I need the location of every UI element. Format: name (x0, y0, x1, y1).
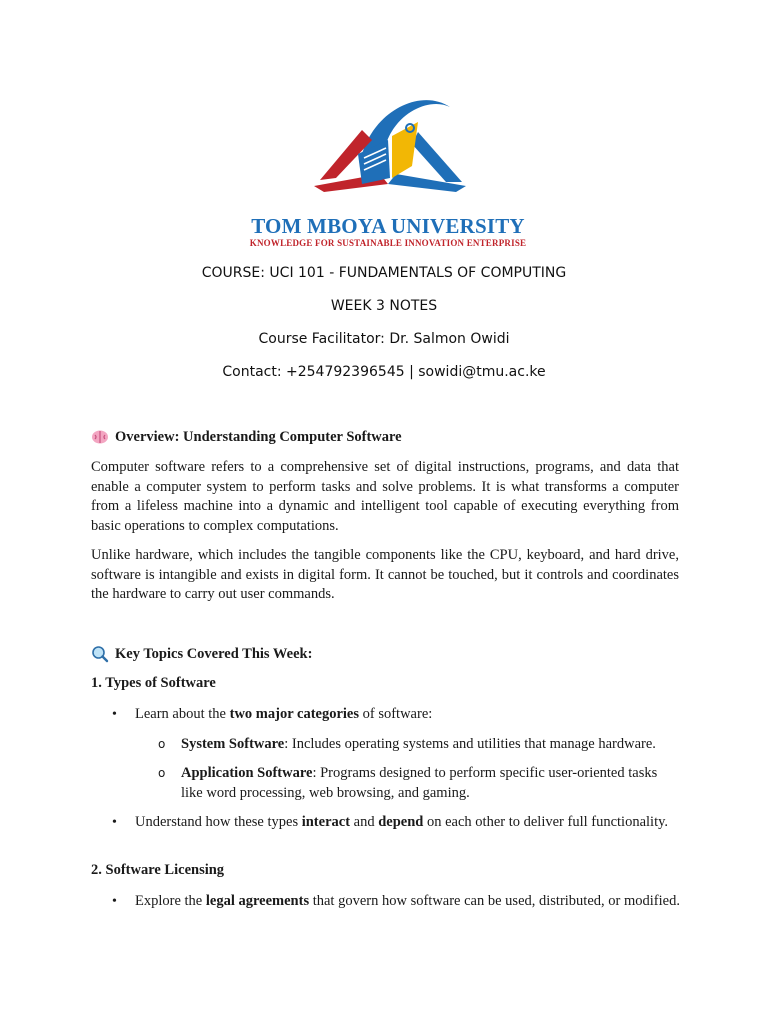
magnifier-icon (91, 645, 109, 663)
list-item: • Understand how these types interact and depend on each other to deliver full functionality. (112, 813, 682, 833)
sub-list-item-system-software: o System Software: Includes operating systems and utilities that manage hardware. (158, 735, 682, 755)
sub-list-item-application-software: o Application Software: Programs designed to perform specific user-oriented tasks like word processing, web browsing, and gaming. (158, 765, 658, 801)
list-item: • Explore the legal agreements that govern how software can be used, distributed, or modified. (112, 892, 682, 912)
list-item: • Learn about the two major categories of software: (112, 705, 682, 725)
overview-paragraph-2: Unlike hardware, which includes the tangible components like the CPU, keyboard, and hard drive, software is intangible and exists in digital form. It cannot be touched, but it controls and coordinates the hardware to carry out user commands. (91, 547, 679, 602)
overview-title: Overview: Understanding Computer Software (115, 428, 402, 445)
contact-line: Contact: +254792396545 | sowidi@tmu.ac.ke (222, 364, 546, 380)
facilitator-line: Course Facilitator: Dr. Salmon Owidi (258, 331, 510, 347)
bullet-dot: • (112, 815, 117, 830)
university-logo (300, 92, 480, 212)
key-topics-heading (91, 645, 312, 663)
software-licensing-heading: 2. Software Licensing (91, 862, 225, 878)
university-name: TOM MBOYA UNIVERSITY (251, 214, 525, 238)
overview-heading (91, 428, 402, 446)
brain-icon (91, 428, 109, 446)
university-tagline: KNOWLEDGE FOR SUSTAINABLE INNOVATION ENTERPRISE (249, 238, 527, 248)
bullet-dot: • (112, 894, 117, 909)
types-of-software-heading: 1. Types of Software (91, 675, 216, 691)
key-topics-title: Key Topics Covered This Week: (115, 645, 313, 662)
overview-paragraph-1: Computer software refers to a comprehensive set of digital instructions, programs, and data that enable a computer system to perform tasks and solve problems. It is what transforms a computer from a lifeless machine into a dynamic and intelligent tool capable of executing everything from basic operations to complex computations. (91, 459, 679, 534)
bullet-circle: o (158, 766, 166, 780)
bullet-circle: o (158, 737, 166, 751)
bullet-dot: • (112, 707, 117, 722)
week-title: WEEK 3 NOTES (330, 298, 438, 314)
course-title: COURSE: UCI 101 - FUNDAMENTALS OF COMPUTING (201, 265, 567, 281)
